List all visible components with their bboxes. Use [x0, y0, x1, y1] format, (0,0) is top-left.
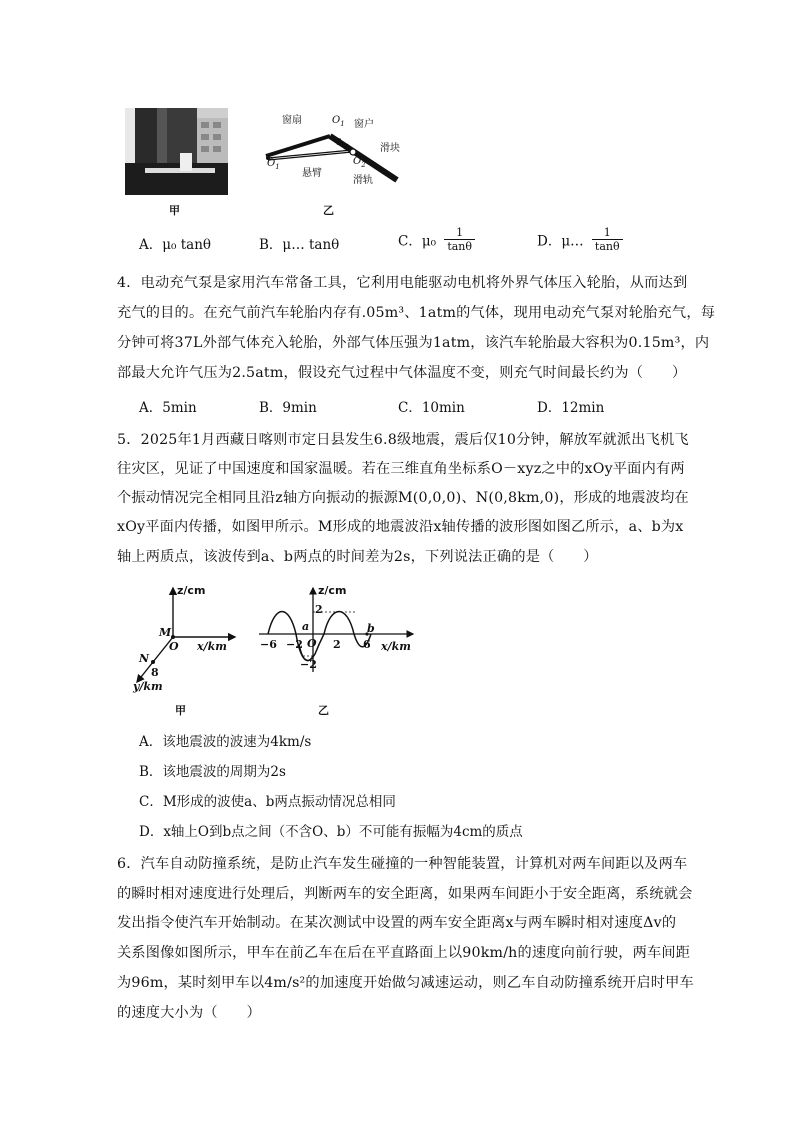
window-photo [125, 108, 228, 195]
label-o1-top: $O_1$ [332, 115, 345, 128]
neg-amplitude-label: −2 [300, 658, 317, 671]
label-window-frame: 窗户 [354, 119, 374, 130]
q3-option-b[interactable]: B．μ… tanθ [259, 237, 340, 253]
q5-text-line: 轴上两质点，该波传到a、b两点的时间差为2s，下列说法正确的是（ ） [117, 549, 598, 565]
q5-option-c[interactable]: C．M形成的波使a、b两点振动情况总相同 [139, 794, 396, 810]
label-slider: 滑块 [380, 143, 400, 154]
window-hinge-diagram [262, 108, 412, 188]
point-a-label: a [302, 620, 310, 633]
q6-text-line: 为96m，某时刻甲车以4m/s²的加速度开始做匀减速运动，则乙车自动防撞系统开启时甲车 [117, 975, 694, 991]
q6-text-line: 6．汽车自动防撞系统，是防止汽车发生碰撞的一种智能装置，计算机对两车间距以及两车 [117, 856, 688, 872]
q5-text-line: 个振动情况完全相同且沿z轴方向振动的振源M(0,0,0)、N(0,8km,0)，形成的地震波均在 [117, 490, 689, 506]
fig-jia-caption: 甲 [169, 204, 180, 217]
q5-text-line: 5．2025年1月西藏日喀则市定日县发生6.8级地震，震后仅10分钟，解放军就派出飞机飞 [117, 432, 689, 448]
point-b-label: b [367, 622, 375, 635]
wave-z-axis-label: z/cm [318, 584, 347, 597]
q5-fig-yi-caption: 乙 [318, 704, 329, 717]
q6-text-line: 发出指令使汽车开始制动。在某次测试中设置的两车安全距离x与两车瞬时相对速度Δv的 [117, 915, 677, 931]
label-o1-left: $O_1$ [267, 158, 280, 171]
q3-option-d-fraction: $\frac{1}{\tan\theta}$ [592, 226, 623, 253]
q5-fig-jia-caption: 甲 [175, 704, 186, 717]
label-rail: 滑轨 [353, 175, 373, 186]
amplitude-label: 2 [315, 603, 323, 616]
label-sash: 窗扇 [282, 115, 302, 126]
q6-text-line: 的速度大小为（ ） [117, 1005, 261, 1021]
n-coordinate-label: 8 [151, 666, 159, 679]
q3-option-a[interactable]: A．μ₀ tanθ [139, 237, 212, 253]
origin-label: O [169, 640, 179, 653]
wave-x-axis-label: x/km [381, 640, 411, 653]
q5-text-line: 往灾区，见证了中国速度和国家温暖。若在三维直角坐标系O－xyz之中的xOy平面内有两 [117, 461, 685, 477]
point-n-label: N [139, 652, 150, 665]
q4-option-b[interactable]: B．9min [259, 400, 317, 416]
x-axis-label: x/km [197, 640, 227, 653]
q5-option-d[interactable]: D．x轴上O到b点之间（不含O、b）不可能有振幅为4cm的质点 [139, 824, 523, 840]
z-axis-label: z/cm [177, 584, 206, 597]
tick-6: 6 [363, 638, 371, 651]
q5-option-a[interactable]: A．该地震波的波速为4km/s [139, 734, 312, 750]
q5-option-b[interactable]: B．该地震波的周期为2s [139, 764, 286, 780]
q3-option-c[interactable]: C．μ₀ $\frac{1}{\tan\theta}$ [398, 226, 475, 253]
label-arm: 悬臂 [302, 168, 322, 179]
y-axis-label: y/km [133, 680, 163, 693]
q4-option-a[interactable]: A．5min [139, 400, 197, 416]
q3-option-d[interactable]: D．μ… $\frac{1}{\tan\theta}$ [537, 226, 623, 253]
label-theta: θ [336, 138, 342, 148]
label-o2: $O_2$ [353, 156, 366, 169]
q4-text-line: 部最大允许气压为2.5atm，假设充气过程中气体温度不变，则充气时间最长约为（ ） [117, 365, 687, 381]
fig-yi-caption: 乙 [323, 204, 334, 217]
q4-text-line: 充气的目的。在充气前汽车轮胎内存有.05m³、1atm的气体，现用电动充气泵对轮胎充气，每 [117, 305, 716, 321]
tick-neg6: −6 [260, 638, 277, 651]
wave-origin-label: O [307, 637, 317, 650]
q4-option-c[interactable]: C．10min [398, 400, 465, 416]
q4-text-line: 4．电动充气泵是家用汽车常备工具，它利用电能驱动电机将外界气体压入轮胎，从而达到 [117, 275, 688, 291]
q3-option-c-fraction: $\frac{1}{\tan\theta}$ [444, 226, 475, 253]
q4-text-line: 分钟可将37L外部气体充入轮胎，外部气体压强为1atm，该汽车轮胎最大容积为0.15m³，内 [117, 335, 710, 351]
q6-text-line: 的瞬时相对速度进行处理后，判断两车的安全距离，如果两车间距小于安全距离，系统就会 [117, 886, 693, 902]
q5-fig-yi-waveform [255, 582, 420, 682]
q5-text-line: xOy平面内传播，如图甲所示。M形成的地震波沿x轴传播的波形图如图乙所示，a、b为x [117, 519, 684, 535]
tick-neg2: −2 [286, 638, 303, 651]
tick-2: 2 [333, 638, 341, 651]
q6-text-line: 关系图像如图所示，甲车在前乙车在后在平直路面上以90km/h的速度向前行驶，两车间距 [117, 945, 691, 961]
q5-fig-jia-axes [125, 582, 245, 700]
waveform-svg [255, 582, 420, 682]
point-m-label: M [159, 626, 172, 639]
q4-option-d[interactable]: D．12min [537, 400, 605, 416]
